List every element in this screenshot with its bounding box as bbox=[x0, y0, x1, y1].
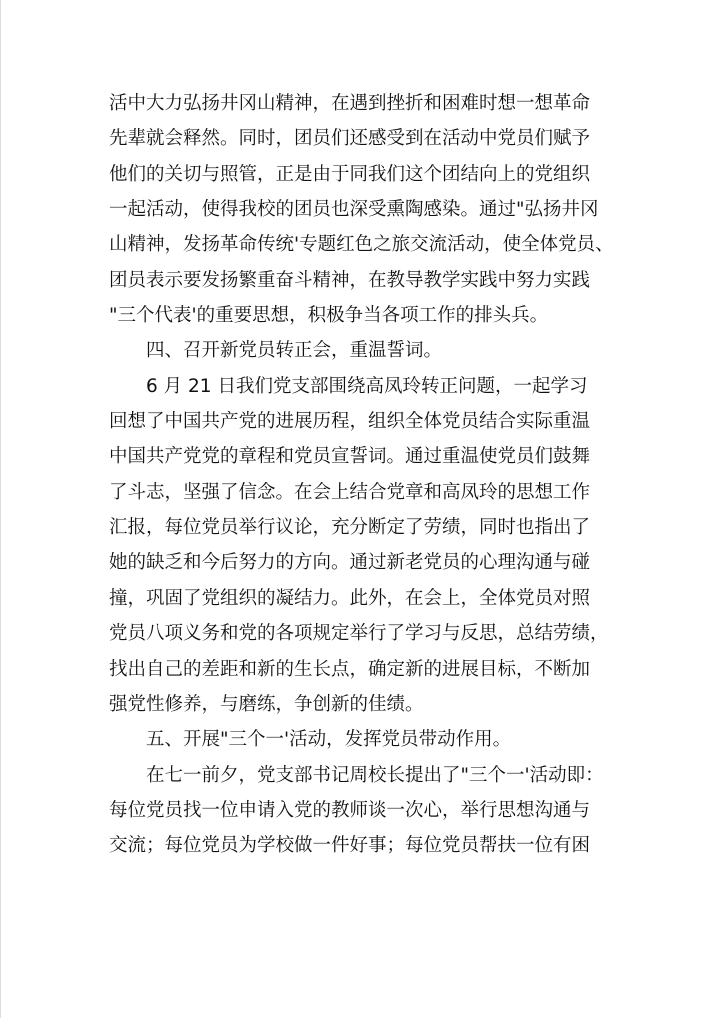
paragraph-line: 先辈就会释然。同时，团员们还感受到在活动中党员们赋予 bbox=[109, 128, 591, 150]
paragraph-line: 回想了中国共产党的进展历程，组织全体党员结合实际重温 bbox=[109, 411, 591, 433]
section-heading: 四、召开新党员转正会，重温誓词。 bbox=[146, 340, 443, 362]
paragraph-line: 她的缺乏和今后努力的方向。通过新老党员的心理沟通与碰 bbox=[109, 552, 591, 574]
paragraph-line: 中国共产党党的章程和党员宣誓词。通过重温使党员们鼓舞 bbox=[109, 446, 591, 468]
paragraph-line: 每位党员找一位申请入党的教师谈一次心，举行思想沟通与 bbox=[109, 799, 591, 821]
paragraph-line: 活中大力弘扬井冈山精神，在遇到挫折和困难时想一想革命 bbox=[109, 93, 591, 114]
paragraph-line: "三个代表'的重要思想，积极争当各项工作的排头兵。 bbox=[109, 305, 549, 327]
paragraph-line: 了斗志，坚强了信念。在会上结合党章和高凤玲的思想工作 bbox=[109, 481, 591, 503]
paragraph-line: 在七一前夕，党支部书记周校长提出了"三个一'活动即： bbox=[146, 764, 604, 786]
paragraph-line: 团员表示要发扬繁重奋斗精神，在教导教学实践中努力实践 bbox=[109, 269, 591, 291]
paragraph-line: 他们的关切与照管，正是由于同我们这个团结向上的党组织 bbox=[109, 163, 591, 185]
paragraph-line: 党员八项义务和党的各项规定举行了学习与反思，总结劳绩， bbox=[109, 623, 609, 645]
paragraph-line: 汇报，每位党员举行议论，充分断定了劳绩，同时也指出了 bbox=[109, 517, 591, 539]
body-text bbox=[109, 86, 614, 864]
paragraph-line: 6 月 21 日我们党支部围绕高凤玲转正问题，一起学习 bbox=[146, 375, 588, 397]
paragraph-line: 一起活动，使得我校的团员也深受熏陶感染。通过"弘扬井冈 bbox=[109, 199, 599, 221]
paragraph-line: 找出自己的差距和新的生长点，确定新的进展目标，不断加 bbox=[109, 658, 591, 680]
paragraph-line: 交流；每位党员为学校做一件好事；每位党员帮扶一位有困 bbox=[109, 835, 591, 857]
paragraph-line: 强党性修养，与磨练，争创新的佳绩。 bbox=[109, 693, 424, 715]
paragraph-line: 撞，巩固了党组织的凝结力。此外，在会上，全体党员对照 bbox=[109, 587, 591, 609]
paragraph-line: 山精神，发扬革命传统'专题红色之旅交流活动，使全体党员、 bbox=[109, 234, 614, 256]
section-heading: 五、开展"三个一'活动，发挥党员带动作用。 bbox=[146, 729, 512, 751]
